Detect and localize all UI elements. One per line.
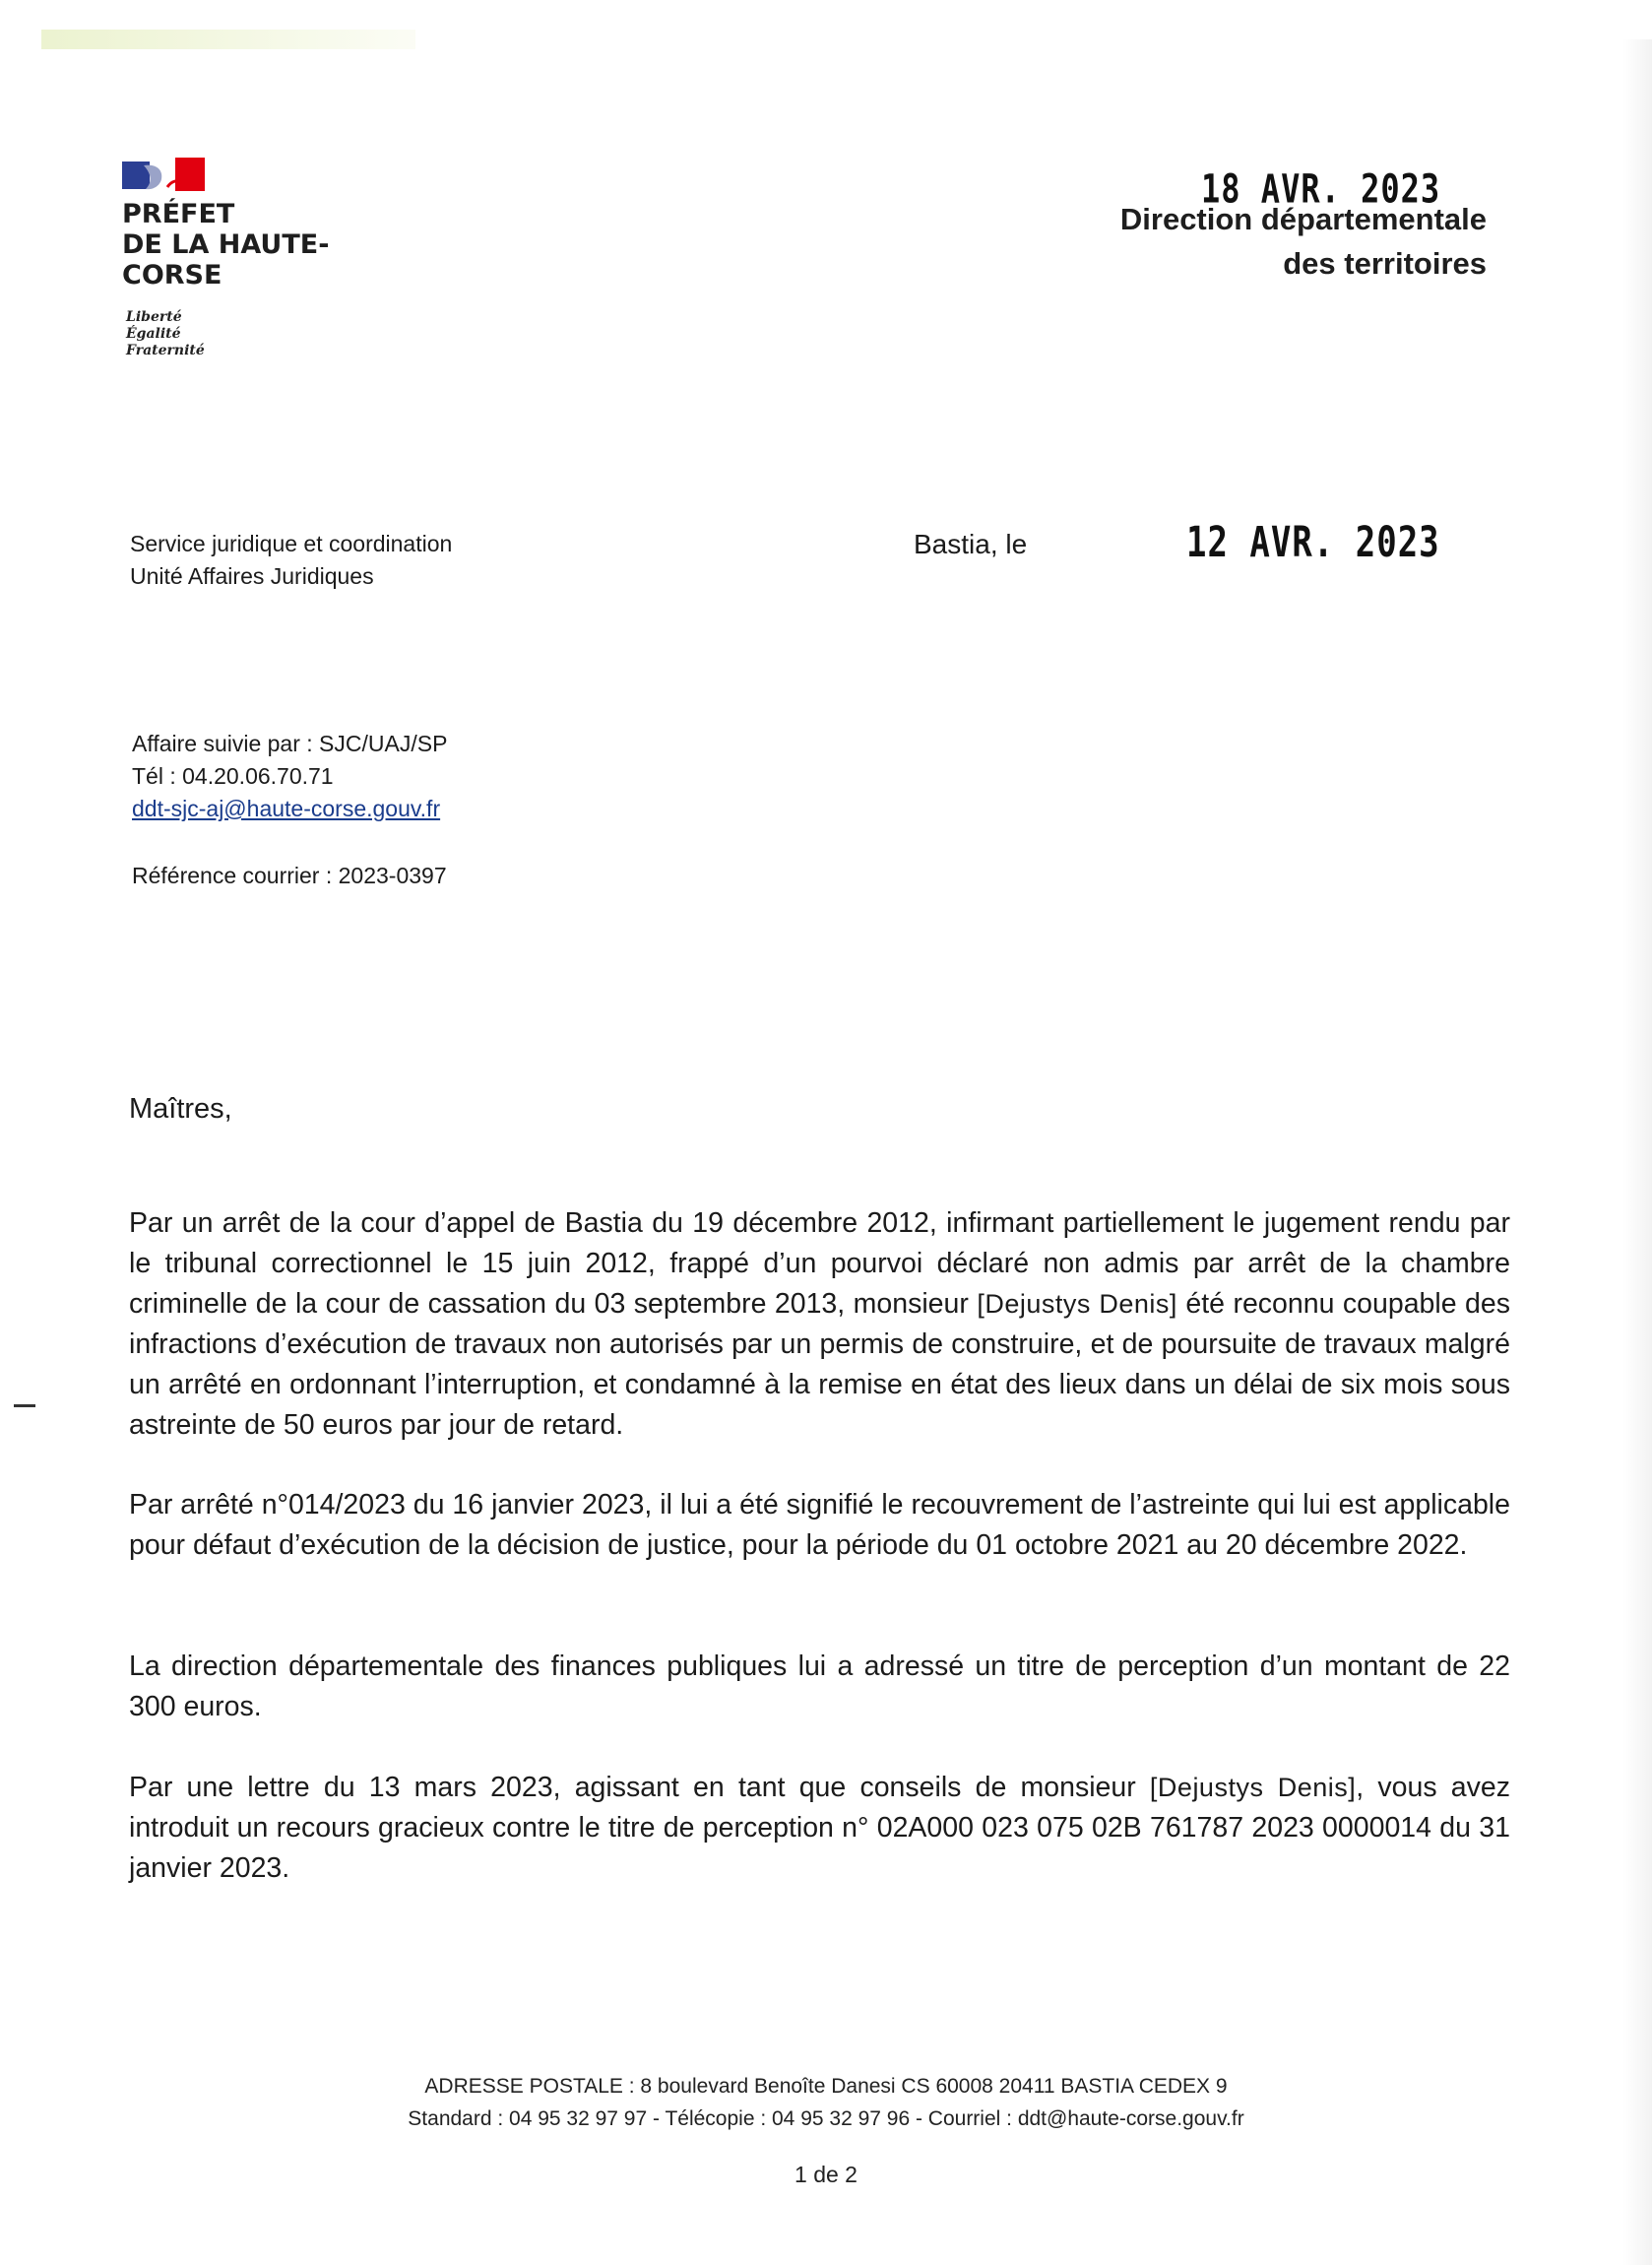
footer — [0, 2070, 1652, 2135]
letter-reference: Référence courrier : 2023-0397 — [132, 863, 447, 888]
service-name: Service juridique et coordination — [130, 531, 453, 556]
case-handler: Affaire suivie par : SJC/UAJ/SP — [132, 731, 448, 756]
place-label: Bastia, le — [914, 529, 1028, 559]
direction-heading — [1120, 197, 1487, 286]
body-paragraph — [129, 1203, 1510, 1446]
paragraph-text: été reconnu coupable des infractions d’exécution de travaux non autorisés par un permis de construire, et de poursuite de travaux malgré un arrêté en ordonnant l’interruption, et condamné à la remise en état des lieux dans un délai de six mois sous astreinte de 50 euros par jour de retard. — [129, 1288, 1510, 1441]
marianne-logo-icon — [122, 158, 205, 193]
redacted-name: [Dejustys Denis] — [977, 1289, 1177, 1319]
unit-name: Unité Affaires Juridiques — [130, 563, 374, 589]
logo-line: DE LA HAUTE- — [122, 229, 330, 260]
scan-edge-shadow — [1622, 39, 1652, 2265]
page-number: 1 de 2 — [794, 2162, 858, 2187]
paragraph-text: , vous avez introduit un recours gracieux contre le titre de perception n° 02A000 023 075 02B 761787 2023 0000014 du 31 janvier 2023. — [129, 1772, 1510, 1884]
margin-mark — [14, 1404, 35, 1407]
scan-smear — [41, 30, 415, 49]
redacted-name: [Dejustys Denis] — [1149, 1773, 1357, 1802]
letter-date-stamp: 12 AVR. 2023 — [1186, 518, 1440, 567]
salutation: Maîtres, — [129, 1093, 232, 1125]
direction-line: des territoires — [1283, 246, 1487, 281]
motto-line: Fraternité — [126, 343, 205, 358]
logo-line: CORSE — [122, 260, 222, 291]
prefecture-name — [122, 199, 329, 291]
motto-line: Égalité — [126, 326, 181, 342]
postal-address: ADRESSE POSTALE : 8 boulevard Benoîte Danesi CS 60008 20411 BASTIA CEDEX 9 — [424, 2075, 1228, 2098]
body-paragraph — [129, 1768, 1510, 1889]
sender-block — [130, 528, 452, 593]
direction-line: Direction départementale — [1119, 202, 1487, 236]
paragraph-text: Par un arrêt de la cour d’appel de Bastia du 19 décembre 2012, infirmant partiellement le jugement rendu par le tribunal correctionnel le 15 juin 2012, frappé d’un pourvoi déclaré non admis par arrêt de la chambre criminelle de la cour de cassation du 03 septembre 2013, monsieur — [129, 1207, 1510, 1320]
body-paragraph: Par arrêté n°014/2023 du 16 janvier 2023, il lui a été signifié le recouvrement de l’astreinte qui lui est applicable pour défaut d’exécution de la décision de justice, pour la période du 01 octobre 2021 au 20 décembre 2022. — [129, 1489, 1510, 1561]
phone-number: Tél : 04.20.06.70.71 — [132, 763, 334, 789]
paragraph-text: Par une lettre du 13 mars 2023, agissant en tant que conseils de monsieur — [129, 1772, 1136, 1803]
logo-line: PRÉFET — [122, 199, 235, 229]
email-link[interactable]: ddt-sjc-aj@haute-corse.gouv.fr — [132, 796, 441, 821]
body-paragraph: La direction départementale des finances publiques lui a adressé un titre de perception d’un montant de 22 300 euros. — [129, 1650, 1510, 1722]
motto-line: Liberté — [126, 309, 182, 325]
contact-block — [132, 728, 447, 825]
received-date-stamp: 18 AVR. 2023 — [1201, 165, 1441, 213]
republic-motto — [126, 309, 205, 359]
contact-numbers: Standard : 04 95 32 97 97 - Télécopie : 04 95 32 97 96 - Courriel : ddt@haute-corse.gouv.fr — [408, 2107, 1244, 2130]
